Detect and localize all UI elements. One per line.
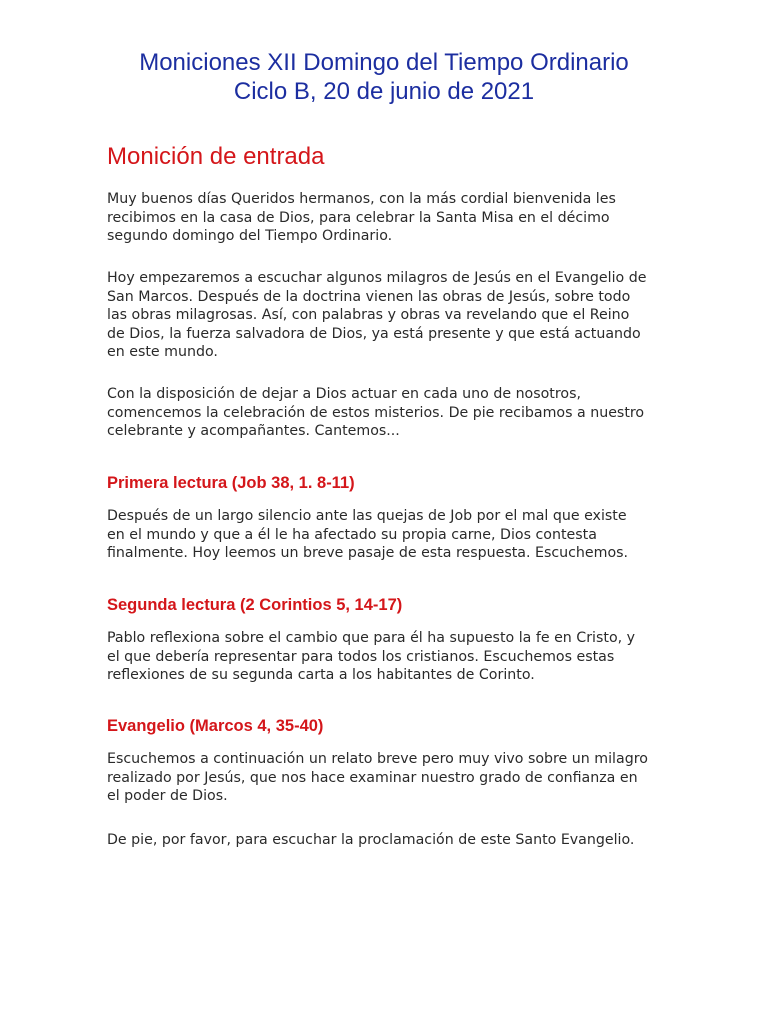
paragraph-evangelio-2 <box>107 831 667 850</box>
text-line: finalmente. Hoy leemos un breve pasaje de esta respuesta. Escuchemos. <box>107 545 629 561</box>
text-line: en el mundo y que a él le ha afectado su propia carne, Dios contesta <box>107 526 597 543</box>
paragraph-entrada-3 <box>107 385 667 441</box>
heading-evangelio: Evangelio (Marcos 4, 35-40) <box>107 717 324 735</box>
text-line: el que debería representar para todos los cristianos. Escuchemos estas <box>107 648 615 665</box>
text-line: comencemos la celebración de estos misterios. De pie recibamos a nuestro <box>107 404 645 421</box>
paragraph-segunda-lectura <box>107 629 667 685</box>
text-line: las obras milagrosas. Así, con palabras y obras va revelando que el Reino <box>107 307 630 323</box>
text-line: Hoy empezaremos a escuchar algunos milagros de Jesús en el Evangelio de <box>107 270 647 286</box>
text-line: San Marcos. Después de la doctrina vienen las obras de Jesús, sobre todo <box>107 288 631 305</box>
paragraph-entrada-2 <box>107 269 667 362</box>
heading-monicion-entrada: Monición de entrada <box>107 143 325 170</box>
text-line: de Dios, la fuerza salvadora de Dios, ya está presente y que está actuando <box>107 325 641 342</box>
document-title-line-2: Ciclo B, 20 de junio de 2021 <box>233 78 535 105</box>
text-line: recibimos en la casa de Dios, para celebrar la Santa Misa en el décimo <box>107 209 610 226</box>
text-line: Con la disposición de dejar a Dios actuar en cada uno de nosotros, <box>107 386 581 402</box>
text-line: el poder de Dios. <box>107 788 228 804</box>
paragraph-primera-lectura <box>107 507 667 563</box>
paragraph-evangelio-1 <box>107 750 667 806</box>
text-line: Muy buenos días Queridos hermanos, con la más cordial bienvenida les <box>107 191 616 207</box>
heading-primera-lectura: Primera lectura (Job 38, 1. 8-11) <box>107 474 355 492</box>
text-line: en este mundo. <box>107 344 218 360</box>
document-title-line-1: Moniciones XII Domingo del Tiempo Ordinario <box>139 49 629 76</box>
paragraph-entrada-1 <box>107 190 667 246</box>
text-line: Después de un largo silencio ante las quejas de Job por el mal que existe <box>107 508 627 524</box>
text-line: Pablo reflexiona sobre el cambio que para él ha supuesto la fe en Cristo, y <box>107 630 636 646</box>
heading-segunda-lectura: Segunda lectura (2 Corintios 5, 14-17) <box>107 596 403 614</box>
text-line: realizado por Jesús, que nos hace examinar nuestro grado de confianza en <box>107 769 638 786</box>
text-line: celebrante y acompañantes. Cantemos... <box>107 423 400 439</box>
text-line: Escuchemos a continuación un relato breve pero muy vivo sobre un milagro <box>107 751 648 767</box>
text-line: reflexiones de su segunda carta a los habitantes de Corinto. <box>107 667 535 683</box>
text-line: De pie, por favor, para escuchar la proclamación de este Santo Evangelio. <box>107 832 635 848</box>
text-line: segundo domingo del Tiempo Ordinario. <box>107 228 393 244</box>
